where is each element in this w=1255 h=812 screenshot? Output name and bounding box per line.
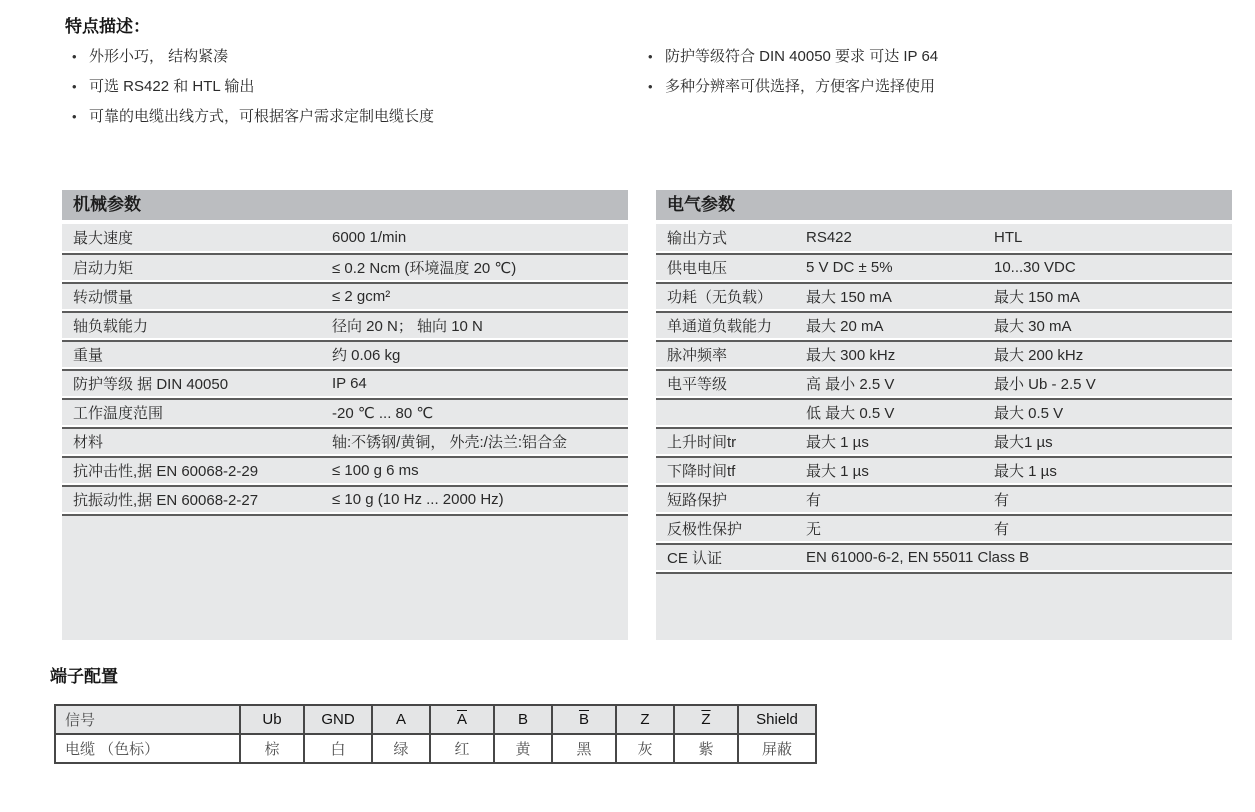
param-label: 反极性保护 (667, 521, 743, 538)
feature-text: 可靠的电缆出线方式，可根据客户需求定制电缆长度 (89, 108, 435, 125)
feature-item (648, 42, 938, 72)
feature-item (72, 72, 434, 102)
param-value-htl: 有 (994, 521, 1010, 538)
terminal-header-cell (552, 705, 616, 734)
param-value: 轴:不锈钢/黄铜， 外壳:/法兰:铝合金 (332, 434, 568, 451)
bullet-icon: • (72, 79, 77, 94)
param-value: 径向 20 N； 轴向 10 N (332, 318, 483, 335)
parameter-tables (62, 190, 1232, 640)
terminal-signal-label: Z (640, 711, 650, 728)
terminal-section (50, 662, 817, 764)
electrical-table-title: 电气参数 (656, 190, 1232, 220)
terminal-table (54, 704, 817, 764)
param-row (656, 456, 1232, 483)
feature-item (72, 42, 434, 72)
param-label: 下降时间tf (667, 463, 736, 480)
param-value-rs422: 最大 20 mA (806, 318, 884, 335)
terminal-cable-cell: 黄 (494, 734, 552, 763)
param-row (62, 340, 628, 367)
param-label: 抗冲击性,据 EN 60068-2-29 (73, 463, 259, 480)
terminal-header-cell (738, 705, 816, 734)
param-value-rs422: 低 最大 0.5 V (806, 405, 895, 422)
param-value-span: EN 61000-6-2, EN 55011 Class B (806, 549, 1030, 566)
param-label: 启动力矩 (73, 260, 134, 277)
terminal-signal-label: Ub (262, 711, 282, 728)
param-label: 功耗（无负载） (667, 289, 773, 306)
param-row (62, 224, 628, 251)
param-value: IP 64 (332, 375, 367, 392)
terminal-cable-cell: 绿 (372, 734, 430, 763)
feature-text: 防护等级符合 DIN 40050 要求 可达 IP 64 (665, 48, 939, 65)
mechanical-table-title: 机械参数 (62, 190, 628, 220)
param-row (62, 485, 628, 512)
param-value-htl: 最大 200 kHz (994, 347, 1084, 364)
param-label: 防护等级 据 DIN 40050 (73, 376, 229, 393)
param-value: ≤ 10 g (10 Hz ... 2000 Hz) (332, 491, 504, 508)
param-value: 6000 1/min (332, 229, 407, 246)
terminal-signal-label: GND (321, 711, 355, 728)
terminal-cable-cell: 灰 (616, 734, 674, 763)
feature-text: 可选 RS422 和 HTL 输出 (89, 78, 255, 95)
param-row (656, 398, 1232, 425)
terminal-signal-label: A (395, 711, 406, 728)
bullet-icon: • (72, 49, 77, 64)
electrical-table-filler (656, 572, 1232, 640)
param-row (656, 224, 1232, 251)
param-label: 电平等级 (667, 376, 728, 393)
terminal-signal-label: $\overline{Z}$ (701, 711, 711, 728)
param-label: 轴负载能力 (73, 318, 149, 335)
bullet-icon: • (648, 79, 653, 94)
param-row (656, 514, 1232, 541)
param-row (62, 427, 628, 454)
param-value-htl: 最小 Ub - 2.5 V (994, 376, 1096, 393)
feature-item (72, 102, 434, 132)
param-row (62, 369, 628, 396)
param-value-rs422: 最大 150 mA (806, 289, 892, 306)
param-row (656, 340, 1232, 367)
param-label: 抗振动性,据 EN 60068-2-27 (73, 492, 259, 509)
terminal-header-cell (304, 705, 372, 734)
param-row (62, 311, 628, 338)
param-value-htl: 最大1 µs (994, 434, 1053, 451)
param-value-rs422: 最大 300 kHz (806, 347, 896, 364)
param-value-rs422: 有 (806, 492, 822, 509)
param-row (656, 427, 1232, 454)
electrical-parameters-table (656, 190, 1232, 640)
param-row (62, 456, 628, 483)
feature-text: 外形小巧， 结构紧凑 (89, 48, 229, 65)
param-value-rs422: RS422 (806, 229, 852, 246)
terminal-cable-cell: 白 (304, 734, 372, 763)
param-label: 上升时间tr (667, 434, 737, 451)
feature-text: 多种分辨率可供选择，方便客户选择使用 (665, 78, 936, 95)
param-label: 转动惯量 (73, 289, 134, 306)
param-row (656, 543, 1232, 570)
terminal-signal-label: $\overline{B}$ (578, 711, 589, 728)
terminal-header-row (55, 705, 816, 734)
electrical-table-rows (656, 224, 1232, 570)
param-value: -20 ℃ ... 80 ℃ (332, 404, 434, 422)
param-label: 输出方式 (667, 230, 728, 247)
terminal-cable-cell: 屏蔽 (738, 734, 816, 763)
param-value: 约 0.06 kg (332, 347, 401, 364)
param-value: ≤ 2 gcm² (332, 288, 391, 305)
param-value-rs422: 最大 1 µs (806, 434, 869, 451)
terminal-cable-cell: 红 (430, 734, 494, 763)
terminal-header-cell (616, 705, 674, 734)
param-value-htl: 最大 30 mA (994, 318, 1072, 335)
terminal-signal-label: 信号 (65, 712, 96, 729)
terminal-header-cell (240, 705, 304, 734)
param-value-htl: 最大 150 mA (994, 289, 1080, 306)
terminal-header-cell (674, 705, 738, 734)
param-value-htl: 10...30 VDC (994, 259, 1076, 276)
mechanical-parameters-table (62, 190, 628, 640)
param-row (62, 253, 628, 280)
terminal-header-cell (494, 705, 552, 734)
param-row (656, 253, 1232, 280)
param-value-rs422: 最大 1 µs (806, 463, 869, 480)
param-row (656, 282, 1232, 309)
param-row (62, 398, 628, 425)
terminal-signal-label: Shield (756, 711, 798, 728)
param-value-htl: HTL (994, 229, 1023, 246)
param-label: 单通道负载能力 (667, 318, 773, 335)
terminal-cable-cell: 紫 (674, 734, 738, 763)
param-value-rs422: 5 V DC ± 5% (806, 259, 893, 276)
param-label: 脉冲频率 (667, 347, 728, 364)
param-label: 供电电压 (667, 260, 728, 277)
param-value-rs422: 高 最小 2.5 V (806, 376, 895, 393)
terminal-cable-row (55, 734, 816, 763)
bullet-icon: • (72, 109, 77, 124)
param-label: 短路保护 (667, 492, 728, 509)
features-title: 特点描述： (65, 17, 150, 36)
param-row (656, 485, 1232, 512)
terminal-cable-cell: 棕 (240, 734, 304, 763)
param-row (656, 311, 1232, 338)
terminal-cable-cell: 电缆 （色标） (55, 734, 240, 763)
features-list-left (72, 42, 434, 132)
param-label: 材料 (73, 434, 104, 451)
mechanical-table-rows (62, 224, 628, 512)
features-list-right (648, 42, 938, 102)
param-value-rs422: 无 (806, 521, 822, 538)
param-value-htl: 最大 1 µs (994, 463, 1057, 480)
feature-item (648, 72, 938, 102)
terminal-header-cell (55, 705, 240, 734)
param-value: ≤ 0.2 Ncm (环境温度 20 ℃) (332, 260, 517, 277)
param-value-htl: 有 (994, 492, 1010, 509)
param-row (656, 369, 1232, 396)
mechanical-table-filler (62, 514, 628, 640)
param-label: 重量 (73, 347, 104, 364)
param-value-htl: 最大 0.5 V (994, 405, 1064, 422)
terminal-signal-label: B (517, 711, 528, 728)
terminal-header-cell (372, 705, 430, 734)
param-value: ≤ 100 g 6 ms (332, 462, 419, 479)
param-label: CE 认证 (667, 550, 723, 567)
param-label: 最大速度 (73, 230, 134, 247)
terminal-cable-cell: 黑 (552, 734, 616, 763)
terminal-signal-label: $\overline{A}$ (456, 711, 467, 728)
terminal-header-cell (430, 705, 494, 734)
terminal-title: 端子配置 (50, 667, 118, 686)
bullet-icon: • (648, 49, 653, 64)
param-row (62, 282, 628, 309)
param-label: 工作温度范围 (73, 405, 164, 422)
